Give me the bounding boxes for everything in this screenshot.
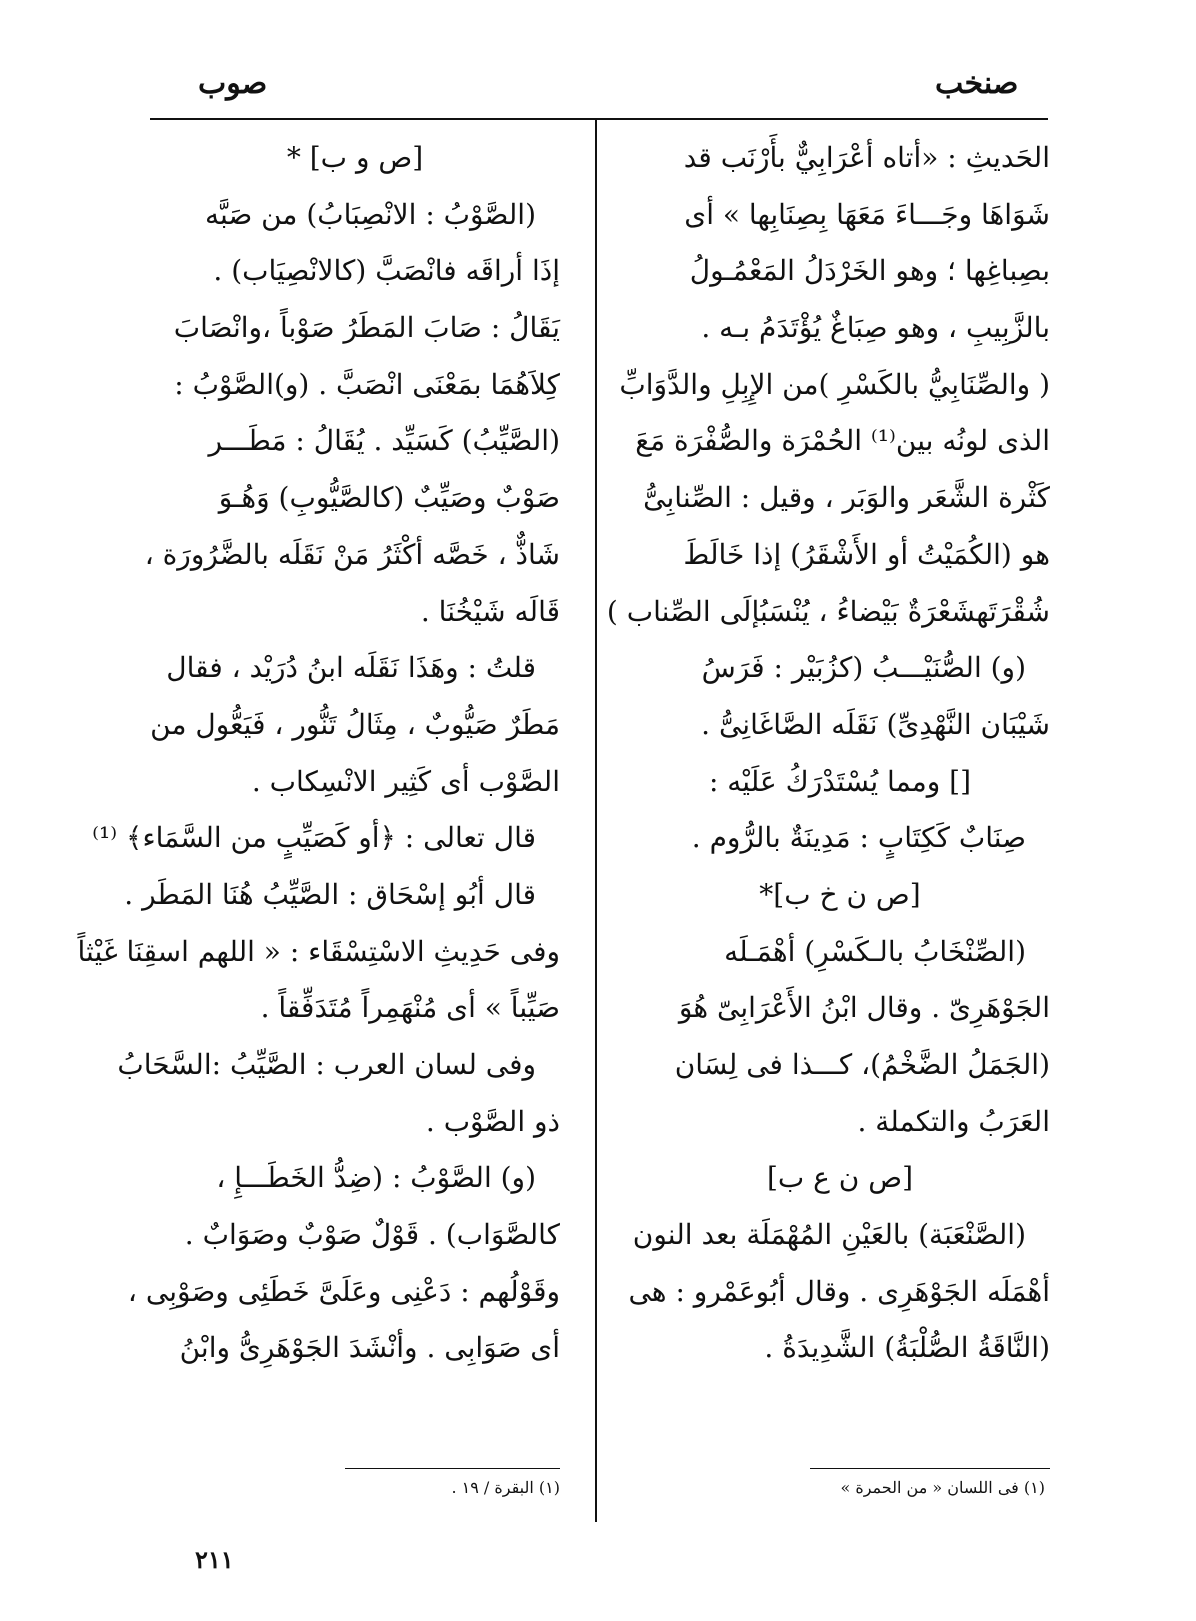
entry-heading: [ص ن خ ب]* bbox=[759, 877, 921, 911]
text-line: ذو الصَّوْب . bbox=[425, 1104, 560, 1138]
text-line: ( والصِّنَابِيُّ بالكَسْرِ )من الإِبِلِ والدَّوَابِّ bbox=[619, 367, 1050, 401]
footnote-rule-right bbox=[810, 1468, 1050, 1469]
text-line: (و) الصَّوْبُ : (ضِدُّ الخَطَـــإِ ، bbox=[216, 1161, 536, 1195]
text-line: (الصَّيِّبُ) كَسَيِّد . يُقَالُ : مَطَـــر bbox=[208, 424, 560, 458]
right-column bbox=[606, 130, 1050, 1377]
text-line: الحَديثِ : «أتاه أعْرَابِيٌّ بأَرْنَب قد bbox=[683, 141, 1050, 174]
text-line: بالزَّبِيبِ ، وهو صِبَاغٌ يُؤْتَدَمُ بـه . bbox=[701, 311, 1050, 345]
text-line: كِلاَهُمَا بمَعْنَى انْصَبَّ . (و)الصَّوْبُ : bbox=[174, 367, 560, 401]
header-right-word: صنخب bbox=[935, 66, 1019, 101]
text-line: أى صَوَابِى . وأنْشَدَ الجَوْهَرِىُّ وابْنُ bbox=[179, 1331, 560, 1365]
text-line: (الصَّوْبُ : الانْصِبَابُ) من صَبَّه bbox=[204, 197, 536, 231]
text-line: [] ومما يُسْتَدْرَكُ عَلَيْه : bbox=[708, 764, 972, 798]
text-line: وفى لسان العرب : الصَّيِّبُ :السَّحَابُ bbox=[117, 1048, 536, 1081]
text-line: صَوْبٌ وصَيِّبٌ (كالصَّيُّوبِ) وَهُـوَ bbox=[218, 481, 560, 515]
text-line: العَرَبُ والتكملة . bbox=[857, 1104, 1050, 1138]
text-line: شَيْبَان النَّهْدِىِّ) نَقَلَه الصَّاغَانِىُّ . bbox=[701, 707, 1050, 741]
text-line: كَثْرة الشَّعَر والوَبَر ، وقيل : الصِّنابِىُّ bbox=[643, 481, 1050, 515]
footnote-right: (١) فى اللسان « من الحمرة » bbox=[840, 1478, 1045, 1497]
text-line: (الجَمَلُ الضَّخْمُ)، كـــذا فى لِسَان bbox=[674, 1048, 1050, 1081]
header-rule bbox=[150, 118, 1048, 120]
header-left-word: صوب bbox=[198, 66, 268, 101]
text-line: شُقْرَتَهشَعْرَةٌ بَيْضاءُ ، يُنْسَبُإلَى الصِّناب ) bbox=[606, 594, 1050, 628]
text-line: (النَّاقَةُ الصُّلْبَةُ) الشَّدِيدَةُ . bbox=[764, 1331, 1050, 1365]
text-line: أهْمَلَه الجَوْهَرِى . وقال أبُوعَمْرو : هى bbox=[628, 1274, 1050, 1308]
text-line: هو (الكُمَيْتُ أو الأَشْقَرُ) إذا خَالَطَ bbox=[683, 537, 1050, 571]
text-line: قال أبُو إسْحَاق : الصَّيِّبُ هُنَا المَطَر . bbox=[124, 877, 536, 911]
text-line: (و) الصُّنَيْـــبُ (كزُبَيْر : فَرَسُ bbox=[701, 651, 1026, 685]
text-line: شَاذٌّ ، خَصَّه أكْثَرُ مَنْ نَقَلَه بالضَّرُورَة ، bbox=[144, 537, 560, 571]
left-column bbox=[77, 130, 560, 1377]
text-line: (الصَّنْعَبَة) بالعَيْنِ المُهْمَلَة بعد النون bbox=[632, 1218, 1026, 1252]
text-line: مَطَرٌ صَيُّوبٌ ، مِثَالُ تَنُّور ، فَيَعُّول من bbox=[150, 707, 560, 741]
text-line: صَيِّباً » أى مُنْهَمِراً مُتَدَفِّقاً . bbox=[260, 991, 560, 1025]
text-line: صِنَابٌ كَكِتَابٍ : مَدِينَةٌ بالرُّوم . bbox=[691, 821, 1026, 855]
text-line: وفى حَدِيثِ الاسْتِسْقَاء : « اللهم اسقِنَا غَيْثاً bbox=[77, 934, 560, 968]
text-line: قال تعالى : ﴿أو كَصَيِّبٍ من السَّمَاء﴾ ⁽¹⁾ bbox=[92, 821, 536, 855]
text-line: إذَا أراقَه فانْصَبَّ (كالانْصِيَاب) . bbox=[213, 254, 560, 288]
text-line: بصِباغِها ؛ وهو الخَرْدَلُ المَعْمُـولُ bbox=[689, 254, 1050, 288]
text-line: الصَّوْب أى كَثِير الانْسِكاب . bbox=[251, 764, 560, 798]
footnote-left: (١) البقرة / ١٩ . bbox=[451, 1478, 560, 1497]
text-line: (الصِّنْخَابُ بالـكَسْرِ) أهْمَـلَه bbox=[724, 934, 1026, 968]
text-line: الجَوْهَرِىّ . وقال ابْنُ الأَعْرَابِىّ هُوَ bbox=[678, 991, 1050, 1025]
text-line: شَوَاهَا وجَـــاءَ مَعَهَا بِصِنَابِها » أى bbox=[684, 197, 1050, 231]
text-line: يَقَالُ : صَابَ المَطَرُ صَوْباً ،وانْصَابَ bbox=[173, 311, 560, 345]
entry-heading: [ص ن ع ب] bbox=[766, 1161, 914, 1195]
entry-heading: [ص و ب] * bbox=[286, 141, 424, 174]
column-divider bbox=[595, 120, 597, 1522]
text-line: وقَوْلُهم : دَعْنِى وعَلَىَّ خَطَئِى وصَوْبِى ، bbox=[127, 1274, 560, 1308]
text-line: قلتُ : وهَذَا نَقَلَه ابنُ دُرَيْد ، فقال bbox=[166, 651, 536, 685]
page-number: ٢١١ bbox=[195, 1545, 234, 1574]
text-line: قَالَه شَيْخُنَا . bbox=[420, 594, 560, 628]
text-line: كالصَّوَاب) . قَوْلٌ صَوْبٌ وصَوَابٌ . bbox=[184, 1218, 560, 1252]
footnote-rule-left bbox=[345, 1468, 560, 1469]
text-line: الذى لونُه بين⁽¹⁾ الحُمْرَة والصُّفْرَة مَعَ bbox=[635, 424, 1050, 458]
